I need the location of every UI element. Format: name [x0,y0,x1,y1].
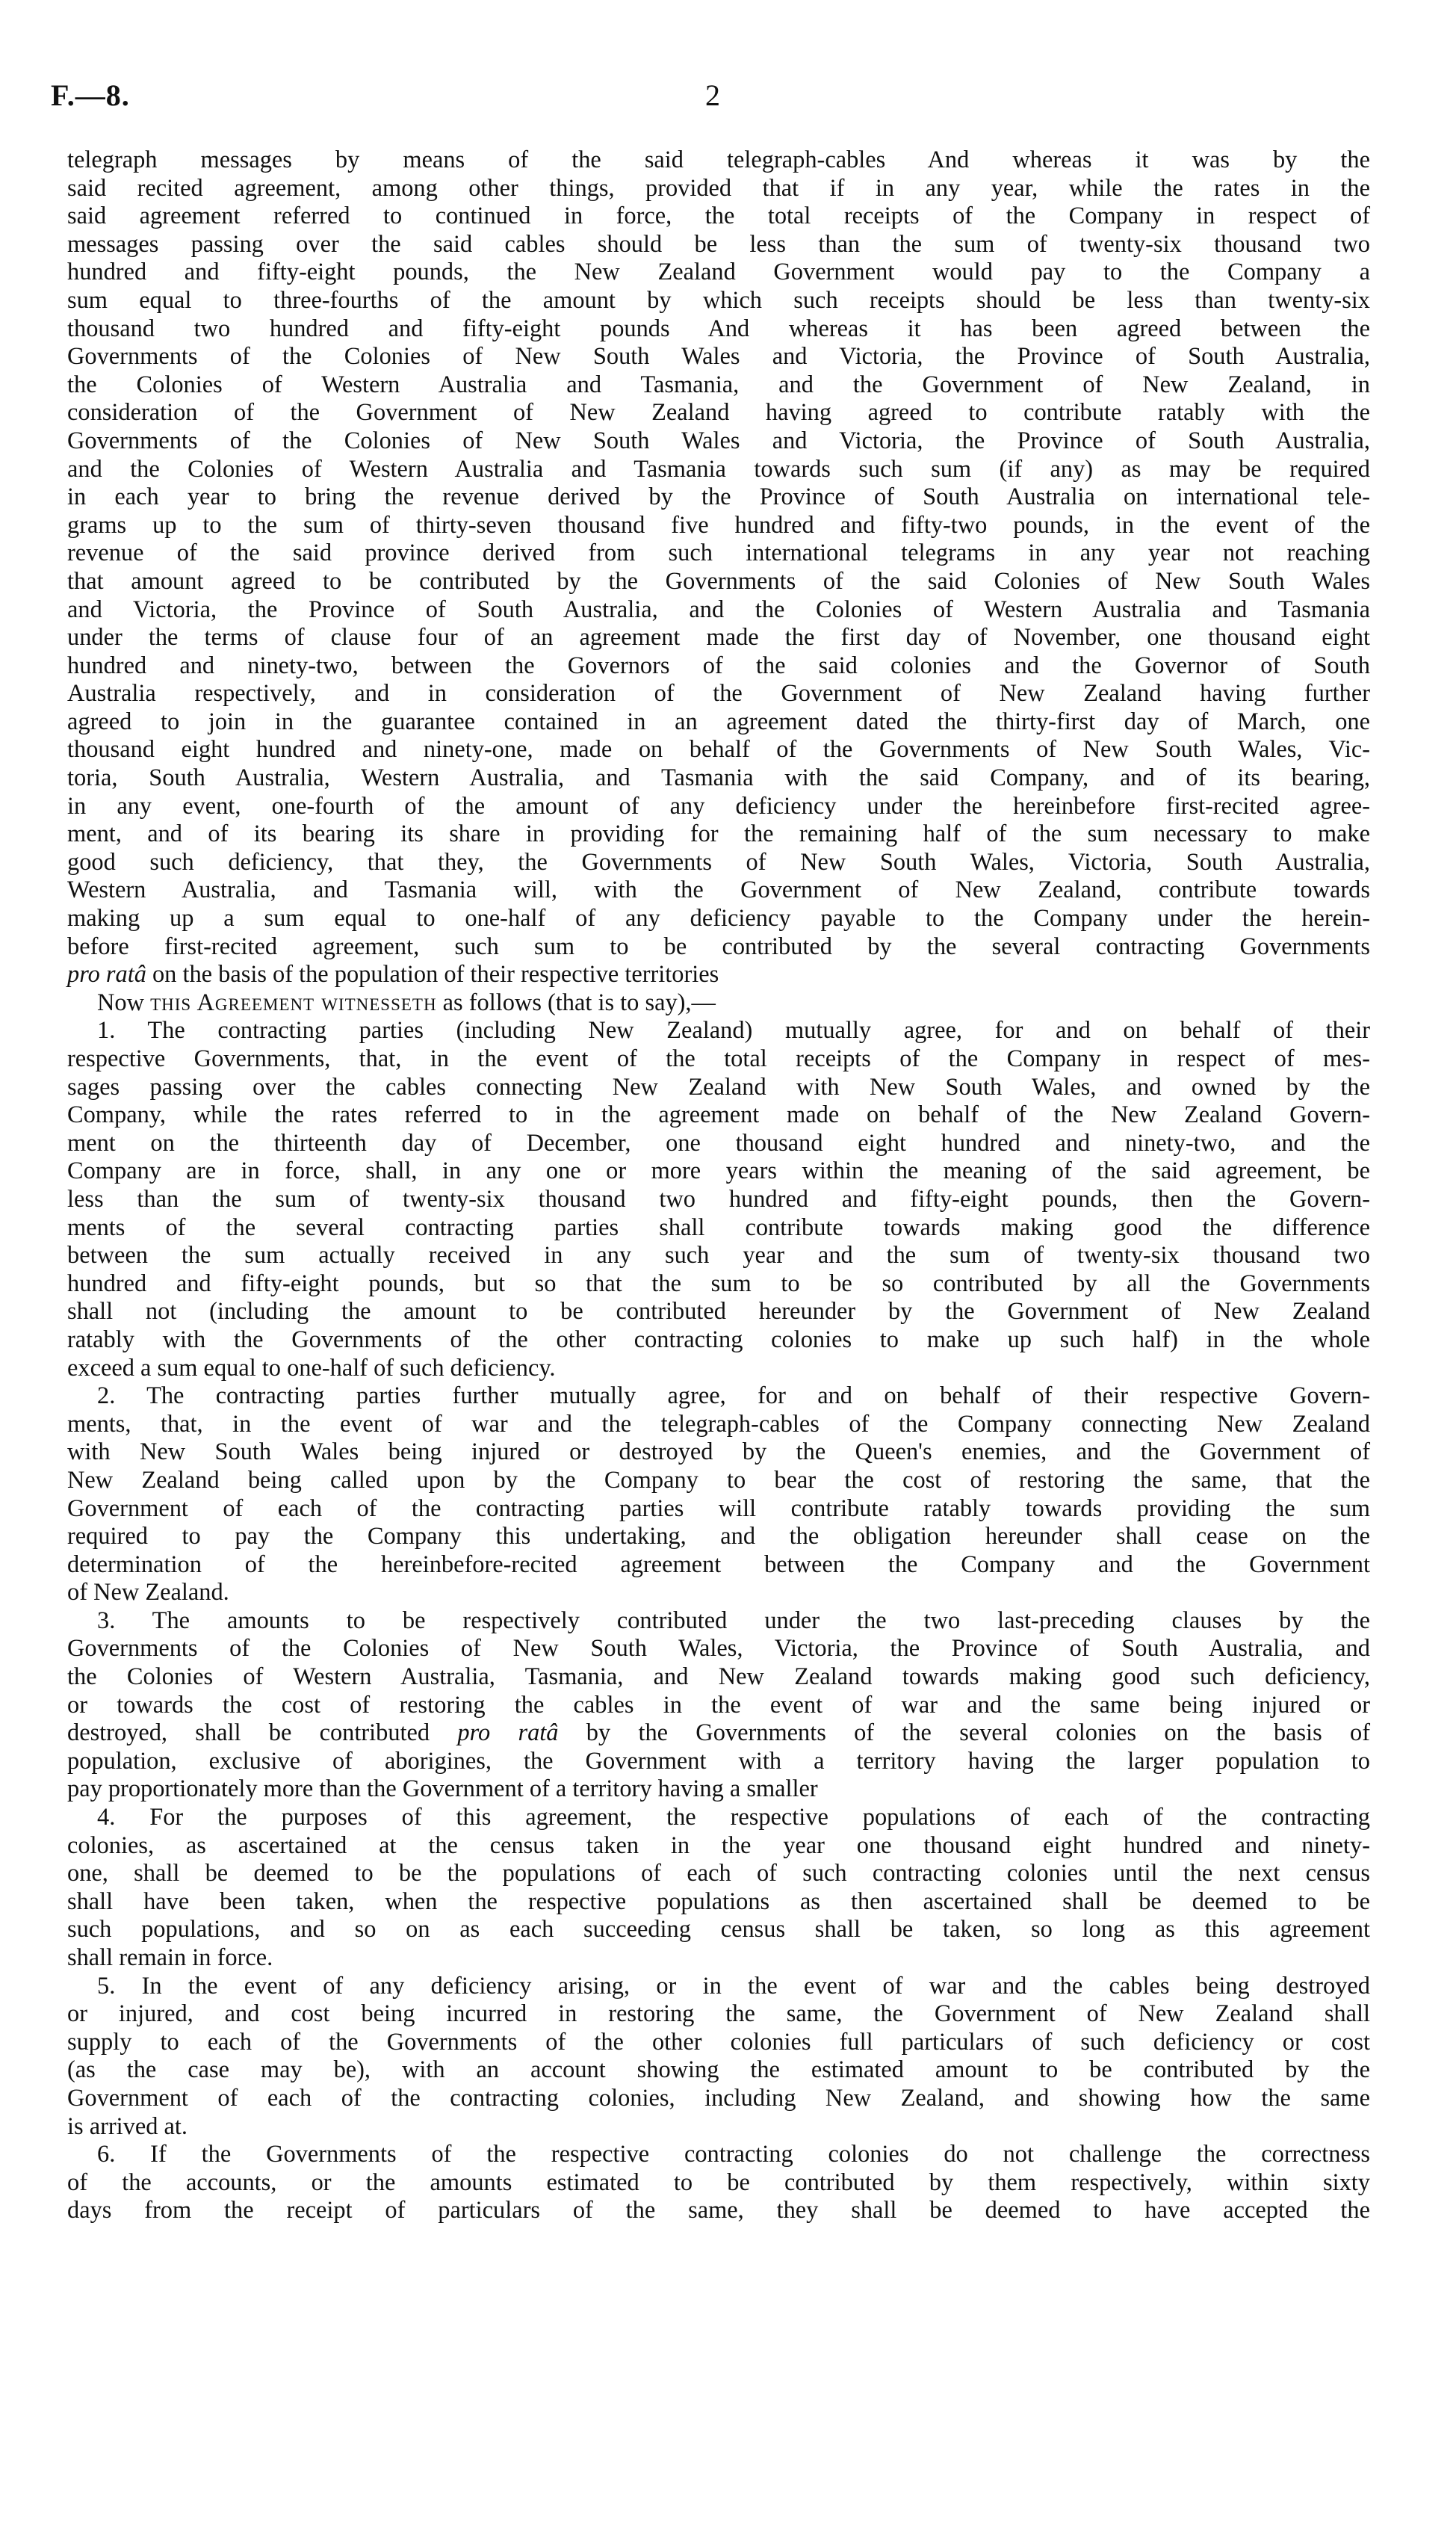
clause-4 [67,1804,1370,1973]
text-line: shall not (including the amount to be contributed hereunder by the Government of New Zealand [67,1298,1370,1326]
text-line: thousand two hundred and fifty-eight pounds And whereas it has been agreed between the [67,315,1370,342]
text-line: said recited agreement, among other things, provided that if in any year, while the rates in the [67,174,1370,202]
clause-2 [67,1382,1370,1607]
clause-5 [67,1973,1370,2141]
text-line: required to pay the Company this undertaking, and the obligation hereunder shall cease on the [67,1523,1370,1550]
text-line: ments, that, in the event of war and the telegraph-cables of the Company connecting New Zealand [67,1410,1370,1438]
text-line: that amount agreed to be contributed by the Governments of the said Colonies of New South Wales [67,567,1370,595]
text-line: or towards the cost of restoring the cables in the event of war and the same being injured or [67,1691,1370,1719]
text-line: toria, South Australia, Western Australia, and Tasmania with the said Company, and of its bearing, [67,764,1370,792]
text-line: ment, and of its bearing its share in providing for the remaining half of the sum necessary to make [67,820,1370,848]
text-line: Now this Agreement witnesseth as follows (that is to say),— [97,989,716,1016]
text-line: Governments of the Colonies of New South Wales and Victoria, the Province of South Australia, [67,427,1370,454]
text-line: consideration of the Government of New Zealand having agreed to contribute ratably with the [67,399,1370,427]
page-header [51,73,1381,118]
text-line: in any event, one-fourth of the amount of any deficiency under the hereinbefore first-recited agree- [67,792,1370,820]
text-line: before first-recited agreement, such sum to be contributed by the several contracting Governments [67,933,1370,960]
text-line: hundred and fifty-eight pounds, but so that the sum to be so contributed by all the Governments [67,1270,1370,1297]
text-line: good such deficiency, that they, the Governments of New South Wales, Victoria, South Australia, [67,848,1370,876]
page-reference: F.—8. [51,78,130,112]
small-caps-phrase: this Agreement witnesseth [150,989,437,1016]
text-line: hundred and ninety-two, between the Governors of the said colonies and the Governor of South [67,652,1370,679]
text-line: determination of the hereinbefore-recited agreement between the Company and the Government [67,1550,1370,1578]
text-line: New Zealand being called upon by the Company to bear the cost of restoring the same, that the [67,1466,1370,1494]
text-line: said agreement referred to continued in force, the total receipts of the Company in respect of [67,202,1370,230]
text-line: 6. If the Governments of the respective contracting colonies do not challenge the correctness [97,2141,1370,2168]
text-line: population, exclusive of aborigines, the Government with a territory having the larger population to [67,1747,1370,1775]
text-line: messages passing over the said cables should be less than the sum of twenty-six thousand two [67,230,1370,258]
text-line: Governments of the Colonies of New South Wales and Victoria, the Province of South Australia, [67,343,1370,371]
text-line: (as the case may be), with an account showing the estimated amount to be contributed by the [67,2056,1370,2084]
text-line: ratably with the Governments of the other contracting colonies to make up such half) in the whole [67,1326,1370,1353]
text-line: hundred and fifty-eight pounds, the New Zealand Government would pay to the Company a [67,259,1370,286]
text-line: or injured, and cost being incurred in restoring the same, the Government of New Zealand shall [67,2000,1370,2028]
text-line: shall have been taken, when the respective populations as then ascertained shall be deemed to be [67,1887,1370,1915]
text-line: one, shall be deemed to be the populations of each of such contracting colonies until the next census [67,1860,1370,1887]
latin-phrase: pro ratâ [457,1719,559,1747]
text-line: making up a sum equal to one-half of any deficiency payable to the Company under the herein- [67,905,1370,933]
text-line: supply to each of the Governments of the other colonies full particulars of such deficiency or cost [67,2028,1370,2056]
text-line: ment on the thirteenth day of December, one thousand eight hundred and ninety-two, and the [67,1129,1370,1157]
text-line: such populations, and so on as each succeeding census shall be taken, so long as this agreement [67,1916,1370,1943]
text-line: 1. The contracting parties (including New Zealand) mutually agree, for and on behalf of their [97,1017,1370,1045]
text-line: Government of each of the contracting colonies, including New Zealand, and showing how the same [67,2084,1370,2112]
text-line: exceed a sum equal to one-half of such deficiency. [67,1354,556,1382]
text-line: under the terms of clause four of an agreement made the first day of November, one thousand eight [67,624,1370,652]
document-body [67,146,1370,2225]
clause-3 [67,1607,1370,1804]
text-line: 5. In the event of any deficiency arising, or in the event of war and the cables being destroyed [97,1972,1370,2000]
text-line: 4. For the purposes of this agreement, the respective populations of each of the contracting [97,1804,1370,1831]
page-number: 2 [705,78,720,112]
text-line: telegraph messages by means of the said telegraph-cables And whereas it was by the [67,146,1370,173]
text-line: agreed to join in the guarantee contained in an agreement dated the thirty-first day of March, one [67,708,1370,735]
text-line: 3. The amounts to be respectively contributed under the two last-preceding clauses by the [97,1606,1370,1634]
text-line: pay proportionately more than the Government of a territory having a smaller [67,1775,818,1803]
text-line: respective Governments, that, in the event of the total receipts of the Company in respect of mes- [67,1045,1370,1072]
text-line: destroyed, shall be contributed pro ratâ by the Governments of the several colonies on the basis of [67,1719,1371,1747]
text-line: Australia respectively, and in consideration of the Government of New Zealand having further [67,680,1370,708]
text-line: 2. The contracting parties further mutually agree, for and on behalf of their respective Govern- [97,1382,1370,1410]
text-line: with New South Wales being injured or destroyed by the Queen's enemies, and the Government of [67,1438,1370,1466]
clause-6 [67,2141,1370,2225]
text-line: pro ratâ on the basis of the population of their respective territories [67,961,719,989]
text-line: and Victoria, the Province of South Australia, and the Colonies of Western Australia and Tasmania [67,596,1370,623]
text-line: grams up to the sum of thirty-seven thousand five hundred and fifty-two pounds, in the event of the [67,511,1370,539]
text-line: ments of the several contracting parties shall contribute towards making good the difference [67,1213,1370,1241]
text-line: of New Zealand. [67,1579,229,1606]
text-line: colonies, as ascertained at the census taken in the year one thousand eight hundred and ninety- [67,1831,1370,1859]
text-line: Governments of the Colonies of New South Wales, Victoria, the Province of South Australia, and [67,1635,1370,1663]
text-line: Western Australia, and Tasmania will, with the Government of New Zealand, contribute towards [67,876,1370,904]
text-line: and the Colonies of Western Australia and Tasmania towards such sum (if any) as may be required [67,455,1370,483]
text-line: less than the sum of twenty-six thousand two hundred and fifty-eight pounds, then the Govern- [67,1185,1370,1213]
text-line: of the accounts, or the amounts estimated to be contributed by them respectively, within sixty [67,2168,1370,2196]
text-line: shall remain in force. [67,1944,273,1971]
text-line: sages passing over the cables connecting New Zealand with New South Wales, and owned by the [67,1073,1370,1101]
witnesseth-paragraph [67,989,1370,1018]
text-line: between the sum actually received in any such year and the sum of twenty-six thousand two [67,1242,1370,1270]
latin-phrase: pro ratâ [67,961,146,989]
text-line: thousand eight hundred and ninety-one, made on behalf of the Governments of New South Wales, Vic- [67,736,1370,764]
text-line: Company, while the rates referred to in the agreement made on behalf of the New Zealand Govern- [67,1101,1370,1129]
text-line: days from the receipt of particulars of the same, they shall be deemed to have accepted the [67,2197,1370,2224]
text-line: Government of each of the contracting parties will contribute ratably towards providing the sum [67,1494,1370,1522]
text-line: is arrived at. [67,2112,188,2140]
intro-paragraph [67,146,1370,989]
text-line: revenue of the said province derived from such international telegrams in any year not reaching [67,539,1370,567]
text-line: in each year to bring the revenue derived by the Province of South Australia on international tele- [67,483,1370,511]
clause-1 [67,1017,1370,1382]
text-line: the Colonies of Western Australia, Tasmania, and New Zealand towards making good such deficiency, [67,1663,1370,1691]
text-line: sum equal to three-fourths of the amount by which such receipts should be less than twenty-six [67,286,1370,314]
text-line: the Colonies of Western Australia and Tasmania, and the Government of New Zealand, in [67,371,1370,398]
text-line: Company are in force, shall, in any one or more years within the meaning of the said agreement, be [67,1157,1370,1185]
